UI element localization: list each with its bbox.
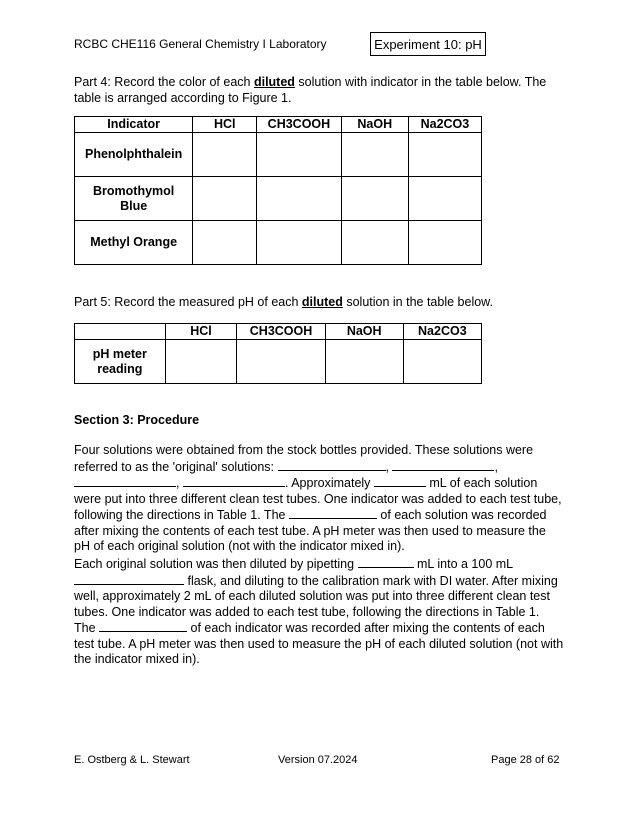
part4-text-post: solution with indicator in the table below. The table is arranged according to Figure 1. — [74, 75, 547, 105]
col-header: Na2CO3 — [408, 117, 481, 133]
entry-cell[interactable] — [257, 221, 341, 265]
ph-reading-table — [74, 323, 482, 384]
indicator-color-table — [74, 116, 482, 265]
col-header: NaOH — [341, 117, 408, 133]
entry-cell[interactable] — [408, 221, 481, 265]
entry-cell[interactable] — [403, 340, 481, 384]
part5-emphasis: diluted — [301, 295, 343, 309]
entry-cell[interactable] — [408, 133, 481, 177]
p1-text: mL of each solution were put into three different clean test tubes. One indicator was added to each test tube, following the directions in Table 1. The — [74, 476, 562, 522]
procedure-paragraph-1 — [74, 443, 564, 555]
entry-cell[interactable] — [257, 133, 341, 177]
p1-text: Four solutions were obtained from the stock bottles provided. These solutions were referred to as the 'original' solutions: — [74, 443, 534, 474]
entry-cell[interactable] — [193, 177, 257, 221]
part5-text-post: solution in the table below. — [342, 295, 493, 309]
fill-blank[interactable] — [183, 475, 285, 487]
part4-text-pre: Part 4: Record the color of each — [74, 75, 254, 89]
experiment-label: Experiment 10: pH — [370, 32, 486, 56]
footer-version: Version 07.2024 — [278, 754, 358, 766]
row-label: pH meter reading — [75, 340, 166, 384]
entry-cell[interactable] — [325, 340, 403, 384]
p1-text: of each solution was recorded after mixing the contents of each test tube. A pH meter was then used to measure the pH of each original solution (not with the indicator mixed in). — [74, 508, 547, 553]
footer-authors: E. Ostberg & L. Stewart — [74, 754, 190, 766]
p2-text: Each original solution was then diluted by pipetting — [74, 557, 358, 571]
table-row — [75, 177, 482, 221]
course-title: RCBC CHE116 General Chemistry I Laboratory — [74, 37, 327, 51]
table-header-row — [75, 117, 482, 133]
col-header: HCl — [193, 117, 257, 133]
table-row — [75, 221, 482, 265]
p2-text: flask, and diluting to the calibration mark with DI water. After mixing well, approximately 2 mL of each diluted solution was put into three different clean test tubes. One indicator was added to each test tube, following the directions in Table 1. The — [74, 573, 558, 635]
p1-text: , — [176, 476, 180, 490]
col-header: Na2CO3 — [403, 324, 481, 340]
part4-instructions — [74, 75, 564, 106]
row-label: Bromothymol Blue — [75, 177, 193, 221]
entry-cell[interactable] — [341, 133, 408, 177]
p1-text: . Approximately — [284, 476, 374, 490]
fill-blank[interactable] — [358, 556, 414, 568]
entry-cell[interactable] — [341, 221, 408, 265]
entry-cell[interactable] — [237, 340, 325, 384]
col-header: NaOH — [325, 324, 403, 340]
entry-cell[interactable] — [257, 177, 341, 221]
table-row — [75, 133, 482, 177]
col-header: Indicator — [75, 117, 193, 133]
entry-cell[interactable] — [193, 133, 257, 177]
col-header — [75, 324, 166, 340]
fill-blank[interactable] — [99, 620, 187, 632]
p2-text: of each indicator was recorded after mixing the contents of each test tube. A pH meter was then used to measure the pH of each diluted solution (not with the indicator mixed in). — [74, 621, 564, 666]
row-label: Phenolphthalein — [75, 133, 193, 177]
col-header: HCl — [165, 324, 237, 340]
p1-text: , — [385, 459, 389, 474]
col-header: CH3COOH — [257, 117, 341, 133]
part4-emphasis: diluted — [253, 75, 295, 89]
fill-blank[interactable] — [374, 475, 426, 487]
procedure-paragraph-2 — [74, 556, 564, 668]
entry-cell[interactable] — [193, 221, 257, 265]
fill-blank[interactable] — [74, 475, 176, 487]
section3-heading: Section 3: Procedure — [74, 413, 200, 427]
part5-instructions — [74, 295, 564, 311]
entry-cell[interactable] — [165, 340, 237, 384]
table-row — [75, 340, 482, 384]
part5-text-pre: Part 5: Record the measured pH of each — [74, 295, 302, 309]
col-header: CH3COOH — [237, 324, 325, 340]
fill-blank[interactable] — [289, 507, 377, 519]
p2-text: mL into a 100 mL — [413, 557, 513, 571]
fill-blank[interactable] — [74, 573, 184, 585]
row-label: Methyl Orange — [75, 221, 193, 265]
fill-blank[interactable] — [278, 459, 386, 471]
fill-blank[interactable] — [392, 459, 494, 471]
p1-text: , — [494, 459, 498, 474]
entry-cell[interactable] — [408, 177, 481, 221]
footer-page-number: Page 28 of 62 — [491, 754, 560, 766]
table-header-row — [75, 324, 482, 340]
entry-cell[interactable] — [341, 177, 408, 221]
